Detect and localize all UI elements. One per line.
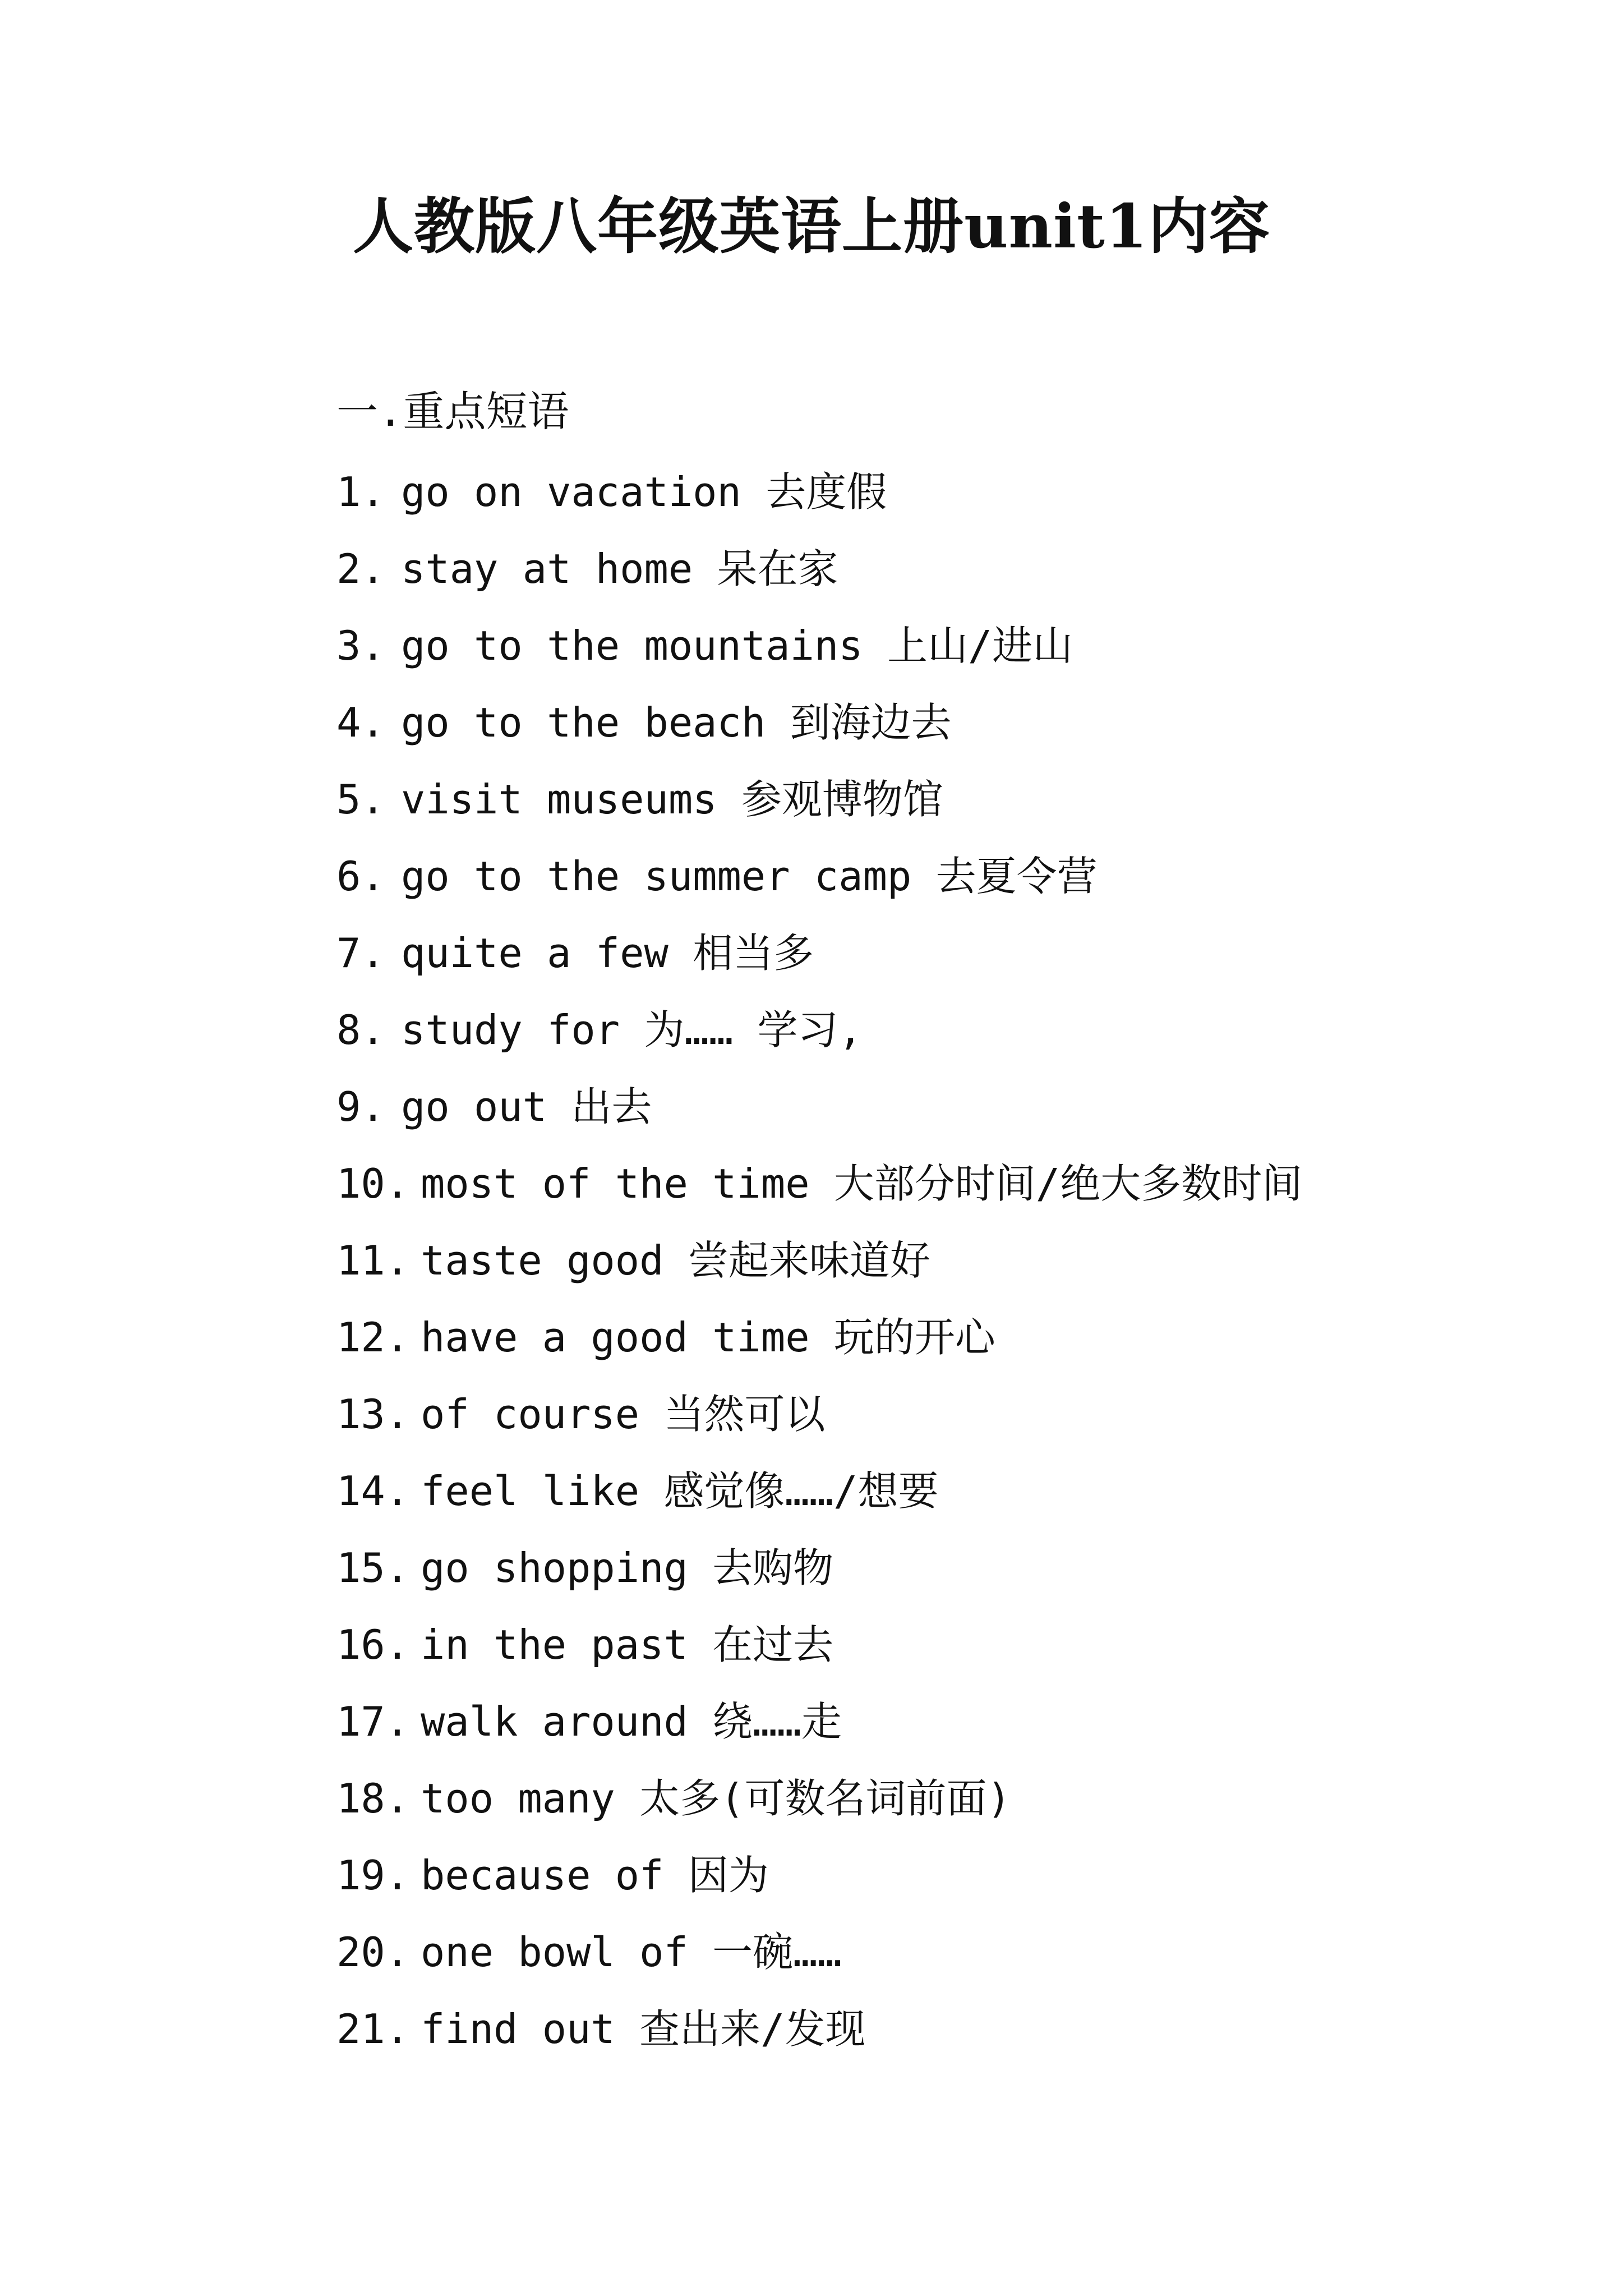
list-item xyxy=(336,774,1302,851)
item-number: 16. xyxy=(336,1621,410,1668)
item-text: go to the mountains 上山/进山 xyxy=(401,622,1073,669)
item-number: 6. xyxy=(336,853,385,900)
list-item xyxy=(336,1312,1302,1389)
list-item xyxy=(336,928,1302,1005)
phrase-list xyxy=(336,467,1302,2081)
list-item xyxy=(336,1389,1302,1466)
item-number: 19. xyxy=(336,1852,410,1899)
item-text: go to the summer camp 去夏令营 xyxy=(401,853,1098,900)
list-item xyxy=(336,1158,1302,1235)
item-number: 2. xyxy=(336,545,385,592)
item-number: 20. xyxy=(336,1929,410,1976)
section-heading: 一.重点短语 xyxy=(336,388,569,436)
item-number: 18. xyxy=(336,1775,410,1822)
item-text: of course 当然可以 xyxy=(421,1391,826,1438)
list-item xyxy=(336,1005,1302,1082)
item-text: have a good time 玩的开心 xyxy=(421,1314,995,1361)
item-text: feel like 感觉像……/想要 xyxy=(421,1467,939,1515)
list-item xyxy=(336,544,1302,620)
item-number: 3. xyxy=(336,622,385,669)
item-text: walk around 绕……走 xyxy=(421,1698,842,1745)
item-text: because of 因为 xyxy=(421,1852,769,1899)
list-item xyxy=(336,1850,1302,1927)
item-number: 11. xyxy=(336,1237,410,1284)
list-item xyxy=(336,467,1302,544)
item-text: stay at home 呆在家 xyxy=(401,545,838,592)
item-text: in the past 在过去 xyxy=(421,1621,834,1668)
item-text: visit museums 参观博物馆 xyxy=(401,776,943,823)
list-item xyxy=(336,1927,1302,2004)
item-number: 9. xyxy=(336,1083,385,1130)
list-item xyxy=(336,1082,1302,1158)
list-item xyxy=(336,1619,1302,1696)
list-item xyxy=(336,851,1302,928)
list-item xyxy=(336,620,1302,697)
item-number: 12. xyxy=(336,1314,410,1361)
item-text: study for 为…… 学习, xyxy=(401,1006,863,1053)
list-item xyxy=(336,1696,1302,1773)
item-text: most of the time 大部分时间/绝大多数时间 xyxy=(421,1160,1303,1207)
item-text: too many 太多(可数名词前面) xyxy=(421,1775,1011,1822)
item-number: 5. xyxy=(336,776,385,823)
item-number: 13. xyxy=(336,1391,410,1438)
item-number: 10. xyxy=(336,1160,410,1207)
item-number: 4. xyxy=(336,699,385,746)
item-number: 21. xyxy=(336,2005,410,2053)
list-item xyxy=(336,697,1302,774)
item-number: 1. xyxy=(336,468,385,516)
item-number: 8. xyxy=(336,1006,385,1053)
item-text: go out 出去 xyxy=(401,1083,652,1130)
list-item xyxy=(336,2004,1302,2081)
list-item xyxy=(336,1543,1302,1619)
list-item xyxy=(336,1235,1302,1312)
item-text: find out 查出来/发现 xyxy=(421,2005,866,2053)
item-text: go to the beach 到海边去 xyxy=(401,699,952,746)
item-text: one bowl of 一碗…… xyxy=(421,1929,842,1976)
item-number: 14. xyxy=(336,1467,410,1515)
item-text: taste good 尝起来味道好 xyxy=(421,1237,930,1284)
document-title: 人教版八年级英语上册unit1内容 xyxy=(352,191,1271,262)
list-item xyxy=(336,1466,1302,1543)
item-text: go shopping 去购物 xyxy=(421,1544,834,1591)
item-text: quite a few 相当多 xyxy=(401,930,814,977)
item-number: 15. xyxy=(336,1544,410,1591)
item-number: 17. xyxy=(336,1698,410,1745)
item-number: 7. xyxy=(336,930,385,977)
list-item xyxy=(336,1773,1302,1850)
item-text: go on vacation 去度假 xyxy=(401,468,887,516)
